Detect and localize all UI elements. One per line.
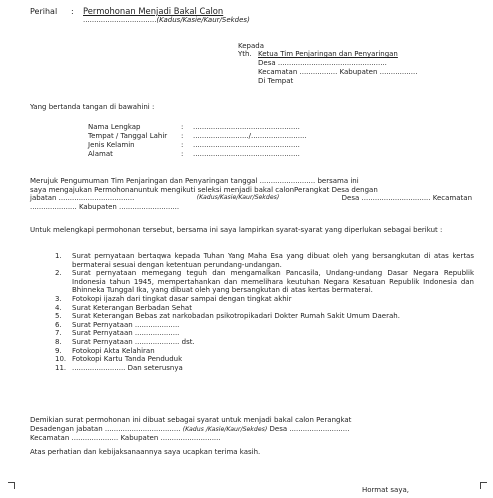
jabatan-role: (Kadus/Kasie/Kaur/Sekdes) xyxy=(196,194,280,202)
recipient-line-1: Ketua Tim Penjaringan dan Penyaringan xyxy=(258,50,398,58)
list-number: 7. xyxy=(55,329,62,338)
list-text: Fotokopi Kartu Tanda Penduduk xyxy=(72,355,183,364)
field-value: ................................................ xyxy=(193,150,300,158)
list-number: 8. xyxy=(55,337,62,346)
paragraph-line: Merujuk Pengumuman Tim Penjaringan dan Penyaringan tanggal ......................... bersama ini xyxy=(30,177,359,185)
signoff-text: Hormat saya, xyxy=(362,486,409,494)
paragraph-reference xyxy=(30,177,472,211)
paragraph-line: ..................... Kabupaten ........................... xyxy=(30,202,180,211)
list-item xyxy=(55,363,474,373)
list-text: Fotokopi ijazah dari tingkat dasar sampai dengan tingkat akhir xyxy=(72,294,292,303)
list-item xyxy=(55,337,474,347)
list-number: 10. xyxy=(55,355,67,364)
paragraph-line: Kecamatan ..................... Kabupaten ........................... xyxy=(30,434,221,443)
list-number: 5. xyxy=(55,312,62,321)
field-colon: : xyxy=(181,123,184,131)
paragraph-closing-statement xyxy=(30,416,472,443)
list-text: Fotokopi Akta Kelahiran xyxy=(72,346,155,355)
page-corner-mark xyxy=(480,482,487,489)
perihal-role: (Kadus/Kasie/Kaur/Sekdes) xyxy=(156,16,250,24)
desa-dots: Desa ........................... xyxy=(269,424,350,433)
jabatan-role: (Kadus /Kasie/Kaur/Sekdes) xyxy=(182,425,268,433)
field-row xyxy=(0,123,493,132)
desa-kecamatan: Desa ............................... Kecamatan xyxy=(341,194,472,203)
perihal-dots: ................................. xyxy=(83,16,157,24)
list-text: Surat Keterangan Berbadan Sehat xyxy=(72,303,192,312)
field-row xyxy=(0,141,493,150)
field-row xyxy=(0,132,493,141)
recipient-line-2: Desa ................................................. xyxy=(258,59,387,67)
field-value: ................................................ xyxy=(193,123,300,131)
paragraph-attachments: Untuk melengkapi permohonan tersebut, bersama ini saya lampirkan syarat-syarat yang diperlukan sebagai berikut : xyxy=(30,226,443,234)
jabatan-dots: Desadengan jabatan .................................. xyxy=(30,424,181,433)
list-text: ........................ Dan seterusnya xyxy=(72,363,183,372)
list-number: 2. xyxy=(55,269,62,278)
list-text: Surat Pernyataan .................... xyxy=(72,329,180,338)
list-item xyxy=(55,329,474,338)
attachment-list xyxy=(55,252,474,372)
paragraph-line xyxy=(30,425,472,435)
list-item xyxy=(55,320,474,330)
jabatan-dots: jabatan .................................. xyxy=(30,194,135,203)
field-colon: : xyxy=(181,132,184,140)
recipient-line-3: Kecamatan ................. Kabupaten ................. xyxy=(258,68,418,76)
recipient-yth: Yth. xyxy=(238,50,252,58)
field-value: ................................................ xyxy=(193,141,300,149)
perihal-colon: : xyxy=(71,7,74,16)
field-label: Jenis Kelamin xyxy=(88,141,135,149)
list-item xyxy=(55,252,474,269)
list-text: Surat pernyataan memegang teguh dan mengamalkan Pancasila, Undang-undang Dasar Negara Republik Indonesia tahun 1945, mempertahankan dan memelihara keutuhan Negara Kesatuan Republik Indonesia dan Bhinneka Tunggal Ika, yang dibuat oleh yang bersangkutan di atas kertas bermaterai. xyxy=(72,269,474,295)
list-text: Surat Keterangan Bebas zat narkobadan psikotropikadari Dokter Rumah Sakit Umum Daerah. xyxy=(72,312,400,321)
field-colon: : xyxy=(181,150,184,158)
paragraph-line: Demikian surat permohonan ini dibuat sebagai syarat untuk menjadi bakal calon Perangkat xyxy=(30,416,352,424)
intro-text: Yang bertanda tangan di bawahini : xyxy=(30,103,155,111)
perihal-title: Permohonan Menjadi Bakal Calon xyxy=(83,6,224,16)
field-label: Tempat / Tanggal Lahir xyxy=(88,132,168,140)
list-text: Surat pernyataan bertaqwa kepada Tuhan Yang Maha Esa yang dibuat oleh yang bersangkutan di atas kertas bermaterai sesuai dengan ketentuan perundang-undangan. xyxy=(72,252,474,269)
list-item xyxy=(55,355,474,364)
list-number: 9. xyxy=(55,346,62,355)
perihal-label: Perihal xyxy=(30,7,58,16)
perihal-role-line xyxy=(83,16,250,25)
list-number: 1. xyxy=(55,252,62,260)
list-item xyxy=(55,312,474,321)
list-number: 4. xyxy=(55,303,62,312)
page-corner-mark xyxy=(8,482,15,489)
list-item xyxy=(55,303,474,313)
list-item xyxy=(55,269,474,295)
paragraph-line: saya mengajukan Permohonanuntuk mengikuti seleksi menjadi bakal calonPerangkat Desa dengan xyxy=(30,185,378,194)
field-label: Alamat xyxy=(88,150,113,158)
list-item xyxy=(55,294,474,304)
list-item xyxy=(55,346,474,356)
list-text: Surat Pernyataan .................... dst. xyxy=(72,337,195,346)
paragraph-line xyxy=(30,194,472,203)
field-value: ........................./......................... xyxy=(193,132,307,140)
list-number: 11. xyxy=(55,363,67,372)
list-text: Surat Pernyataan .................... xyxy=(72,320,180,329)
recipient-kepada: Kepada xyxy=(238,42,265,50)
field-label: Nama Lengkap xyxy=(88,123,141,131)
list-number: 3. xyxy=(55,294,62,303)
closing-text: Atas perhatian dan kebijaksanaannya saya ucapkan terima kasih. xyxy=(30,448,261,456)
field-row xyxy=(0,150,493,159)
field-colon: : xyxy=(181,141,184,149)
list-number: 6. xyxy=(55,320,62,329)
recipient-line-4: Di Tempat xyxy=(258,77,294,85)
